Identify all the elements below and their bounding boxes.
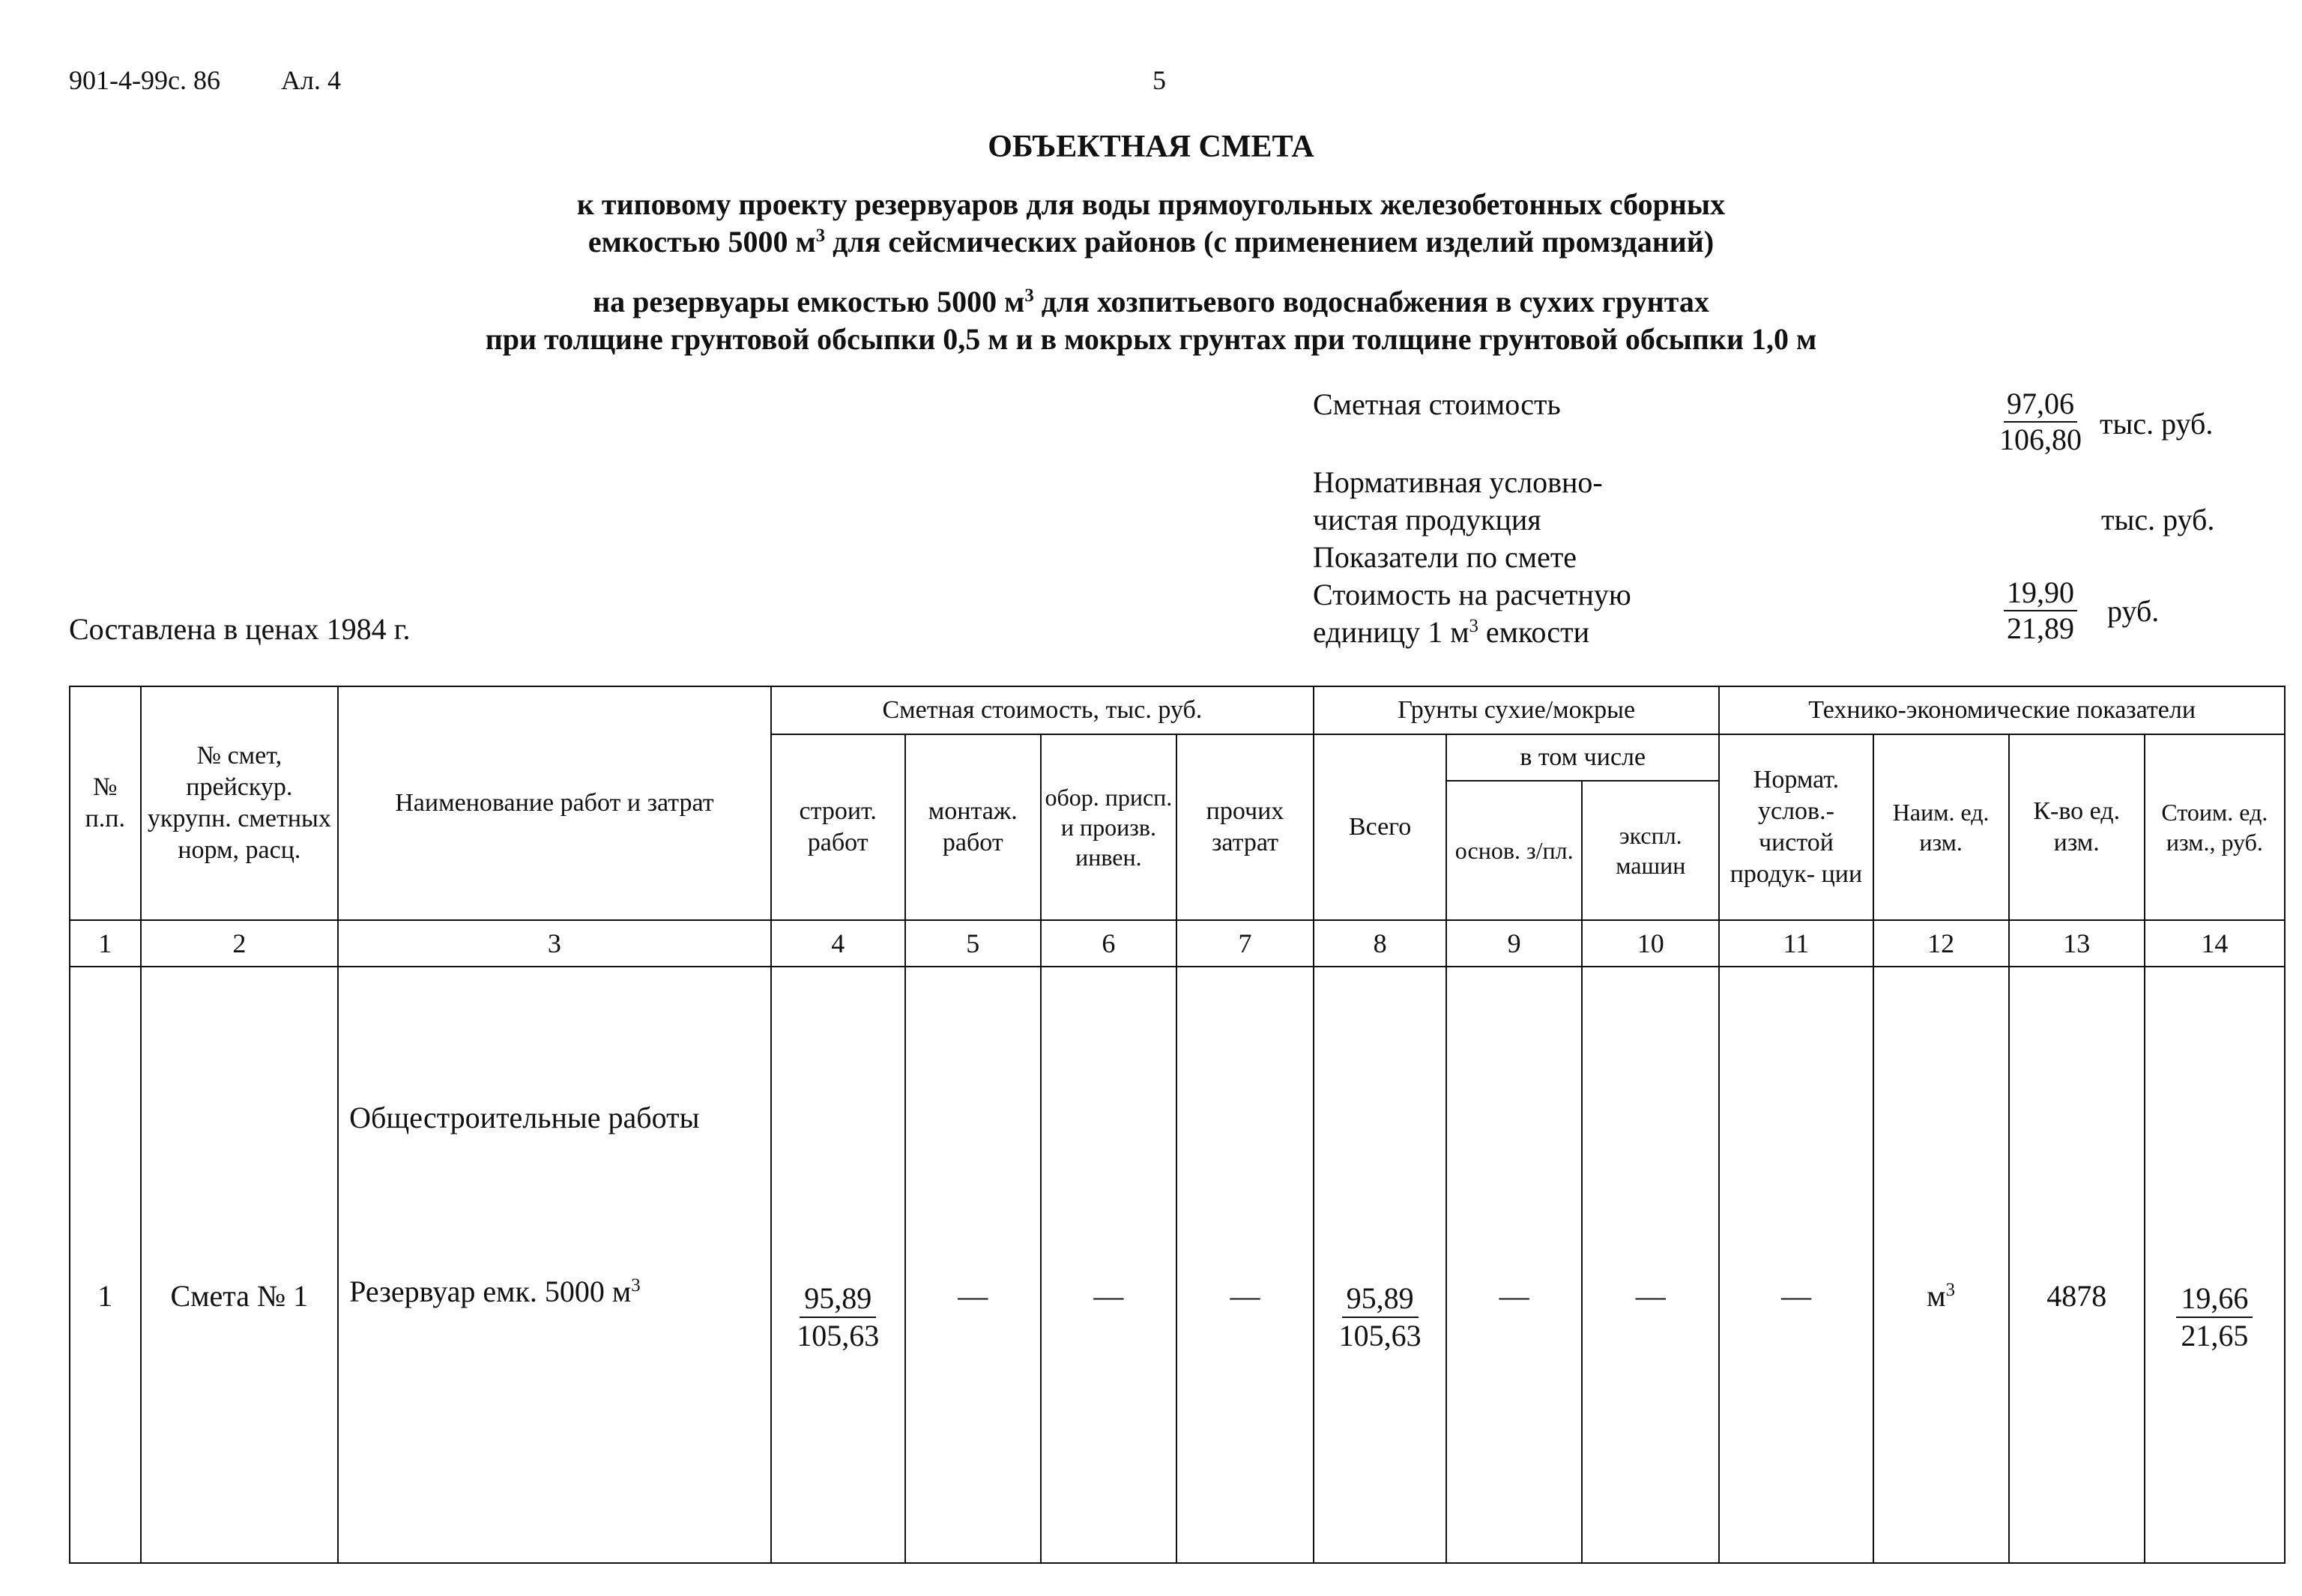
section-title: Общестроительные работы	[349, 1101, 700, 1134]
header-unit-name: Наим. ед. изм.	[1873, 734, 2009, 920]
column-number: 14	[2145, 920, 2285, 967]
cost-wet: 106,80	[1999, 423, 2082, 456]
column-number: 3	[338, 920, 771, 967]
document-code: 901-4-99с. 86	[69, 65, 220, 95]
subtitle-line-3: на резервуары емкостью 5000 $м^3$ для хозпитьевого водоснабжения в сухих грунтах	[593, 285, 1709, 318]
row-norm-product: —	[1719, 967, 1873, 1563]
header-other-costs: прочих затрат	[1176, 734, 1314, 920]
column-number: 4	[771, 920, 905, 967]
column-number: 12	[1873, 920, 2009, 967]
header-equipment: обор. присп. и произв. инвен.	[1041, 734, 1176, 920]
cost-label: Сметная стоимость	[1313, 387, 1561, 421]
row-other-costs: —	[1176, 967, 1314, 1563]
cost-fraction	[1996, 387, 2085, 457]
subtitle-line-1: к типовому проекту резервуаров для воды прямоугольных железобетонных сборных	[576, 187, 1726, 221]
row-number: 1	[70, 967, 141, 1563]
column-number: 9	[1446, 920, 1582, 967]
row-unit-name: $м^3$	[1873, 967, 2009, 1563]
unit-cost-label-1: Стоимость на расчетную	[1313, 578, 1631, 611]
column-number: 5	[905, 920, 1041, 967]
album-number: Ал. 4	[281, 65, 341, 95]
row-build-works: $\frac{95,89}{105,63}$	[771, 967, 905, 1563]
page-number: 5	[1152, 65, 1166, 95]
header-group-cost: Сметная стоимость, тыс. руб.	[771, 686, 1314, 734]
header-unit-cost: Стоим. ед. изм., руб.	[2145, 734, 2285, 920]
table-row	[70, 967, 2285, 1563]
header-unit-qty: К-во ед. изм.	[2009, 734, 2145, 920]
prices-note: Составлена в ценах 1984 г.	[69, 612, 411, 646]
header-row-number: № п.п.	[70, 686, 141, 920]
estimate-table	[69, 686, 2286, 1564]
unit-cost-label-2: единицу 1 $м^3$ емкости	[1313, 615, 1590, 649]
unit-cost-dry: 19,90	[2004, 575, 2077, 611]
cost-unit: тыс. руб.	[2100, 407, 2214, 441]
unit-cost-unit: руб.	[2107, 594, 2160, 628]
column-number: 6	[1041, 920, 1176, 967]
row-estimate-ref: Смета № 1	[141, 967, 339, 1563]
column-number: 7	[1176, 920, 1314, 967]
column-number: 10	[1582, 920, 1719, 967]
unit-cost-wet: 21,89	[2007, 611, 2074, 645]
column-numbers-row	[70, 920, 2285, 967]
column-number: 1	[70, 920, 141, 967]
unit-cost-fraction	[2004, 575, 2077, 646]
subtitle-line-4: при толщине грунтовой обсыпки 0,5 м и в мокрых грунтах при толщине грунтовой обсыпки 1,0 м	[485, 322, 1817, 356]
row-machine-ops: —	[1582, 967, 1719, 1563]
norm-product-unit: тыс. руб.	[2101, 503, 2215, 536]
row-unit-qty: 4878	[2009, 967, 2145, 1563]
column-number: 13	[2009, 920, 2145, 967]
header-mount-works: монтаж. работ	[905, 734, 1041, 920]
row-base-salary: —	[1446, 967, 1582, 1563]
row-work-name	[338, 967, 771, 1563]
indicators-label: Показатели по смете	[1313, 540, 1577, 574]
cost-dry: 97,06	[2004, 387, 2077, 423]
norm-product-label-1: Нормативная условно-	[1313, 465, 1603, 499]
header-subgroup: в том числе	[1446, 734, 1719, 781]
document-title: ОБЪЕКТНАЯ СМЕТА	[988, 130, 1314, 164]
column-number: 8	[1314, 920, 1446, 967]
header-machine-ops: экспл. машин	[1582, 781, 1719, 920]
header-base-salary: основ. з/пл.	[1446, 781, 1582, 920]
column-number: 2	[141, 920, 339, 967]
header-group-tech: Технико-экономические показатели	[1719, 686, 2285, 734]
header-build-works: строит. работ	[771, 734, 905, 920]
header-total: Всего	[1314, 734, 1446, 920]
row-total: $\frac{95,89}{105,63}$	[1314, 967, 1446, 1563]
subtitle-line-2: емкостью 5000 $м^3$ для сейсмических районов (с применением изделий промзданий)	[587, 225, 1715, 259]
column-number: 11	[1719, 920, 1873, 967]
header-norm-product: Нормат. услов.- чистой продук- ции	[1719, 734, 1873, 920]
norm-product-label-2: чистая продукция	[1313, 503, 1541, 536]
header-work-name: Наименование работ и затрат	[338, 686, 771, 920]
header-estimate-ref: № смет, прейскур. укрупн. сметных норм, расц.	[141, 686, 339, 920]
row-mount-works: —	[905, 967, 1041, 1563]
work-item-name: Резервуар емк. 5000 $м^3$	[349, 1275, 641, 1308]
header-group-soil: Грунты сухие/мокрые	[1314, 686, 1719, 734]
row-unit-cost: $\frac{19,66}{21,65}$	[2145, 967, 2285, 1563]
row-equipment: —	[1041, 967, 1176, 1563]
